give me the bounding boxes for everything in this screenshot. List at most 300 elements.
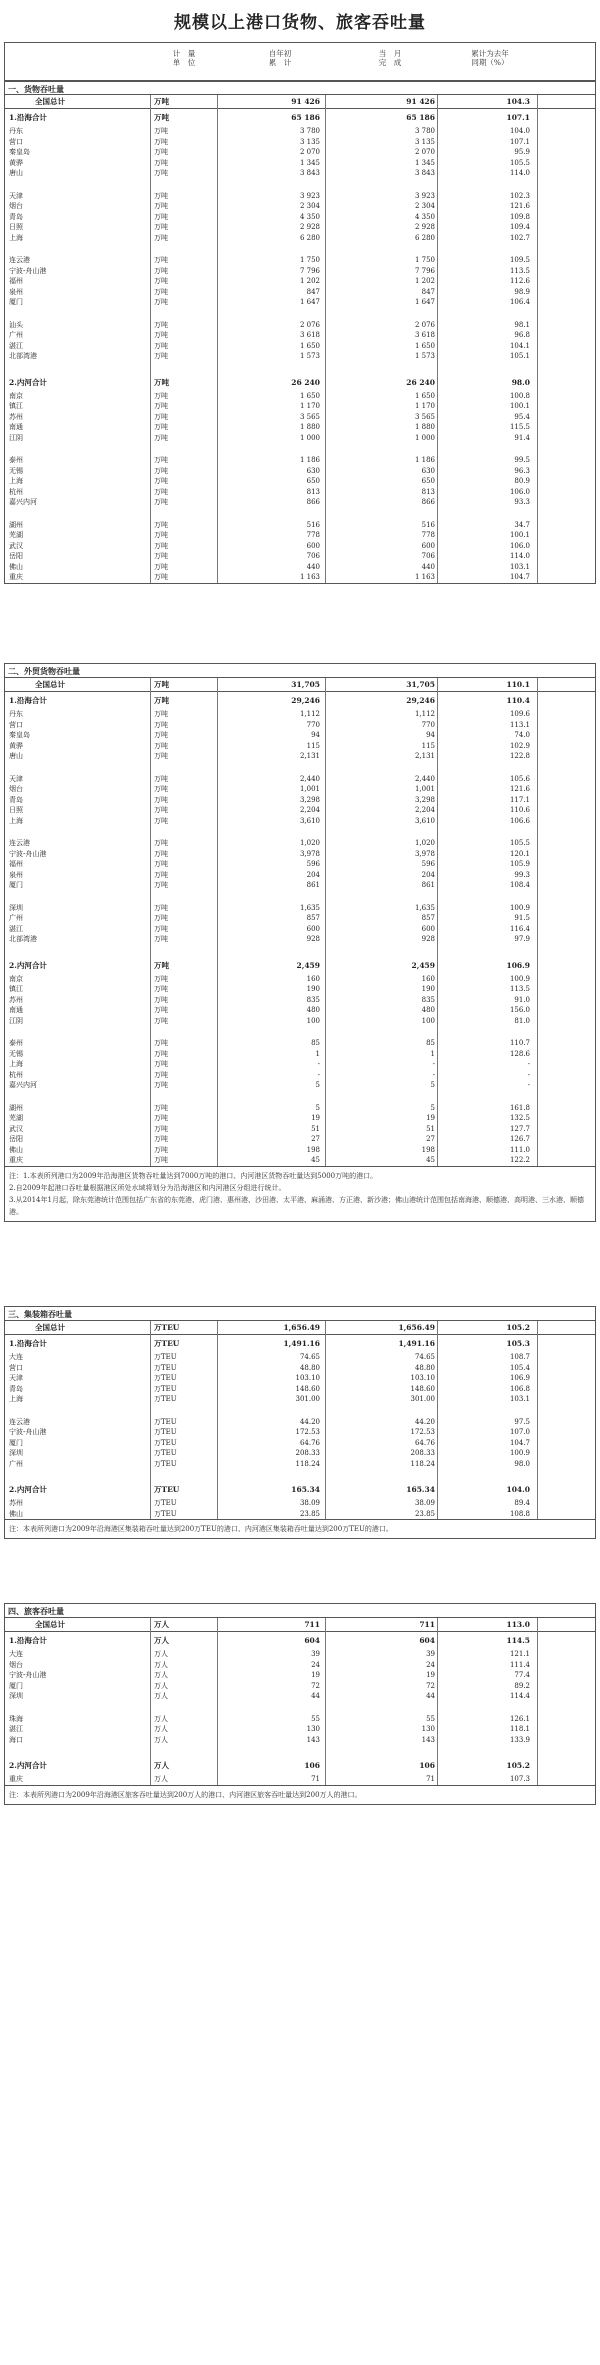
- unit-cell: 万人: [154, 1761, 169, 1770]
- growth-value: 89.2: [514, 1681, 530, 1690]
- ytd-value: 3,610: [299, 816, 320, 825]
- growth-value: 111.0: [509, 1145, 530, 1154]
- growth-value: 103.1: [509, 562, 530, 571]
- growth-value: 102.3: [509, 191, 530, 200]
- port-name: 佛山: [9, 562, 23, 571]
- unit-cell: 万TEU: [154, 1438, 177, 1447]
- unit-cell: 万人: [154, 1775, 168, 1783]
- unit-cell: 万吨: [154, 752, 168, 760]
- table-row: [5, 741, 595, 752]
- month-value: 1 573: [414, 352, 435, 360]
- port-name: 武汉: [9, 541, 23, 550]
- growth-value: 112.6: [509, 277, 530, 285]
- table-row: [5, 751, 595, 762]
- port-name: 大连: [9, 1353, 23, 1361]
- growth-value: 107.3: [509, 1775, 530, 1783]
- ytd-value: 866: [306, 498, 320, 506]
- stats-table: [4, 42, 596, 584]
- port-name: 青岛: [9, 212, 23, 221]
- table-row: [5, 774, 595, 785]
- month-value: 1 186: [414, 456, 435, 464]
- port-name: 秦皇岛: [9, 731, 30, 739]
- unit-cell: 万吨: [154, 849, 168, 858]
- port-name: 南京: [9, 974, 23, 983]
- unit-cell: 万吨: [154, 1060, 168, 1068]
- growth-value: 104.1: [509, 341, 530, 350]
- port-name: 佛山: [9, 1145, 23, 1154]
- page-title: 规模以上港口货物、旅客吞吐量: [174, 13, 426, 33]
- unit-cell: 万吨: [154, 223, 168, 231]
- unit-cell: 万吨: [154, 466, 168, 475]
- growth-value: 105.1: [509, 352, 530, 360]
- growth-value: 104.0: [509, 127, 530, 135]
- ytd-value: 1 650: [299, 341, 320, 350]
- ytd-value: 106: [304, 1761, 320, 1770]
- table-row: [5, 1016, 595, 1027]
- port-name: 泉州: [9, 870, 23, 879]
- growth-value: 105.5: [509, 158, 530, 167]
- table-row: [5, 487, 595, 498]
- ytd-value: 1 202: [299, 277, 320, 285]
- ytd-value: 857: [306, 914, 320, 922]
- port-name: 2.内河合计: [9, 377, 47, 387]
- unit-cell: 万吨: [154, 696, 169, 705]
- ytd-value: 45: [311, 1156, 320, 1164]
- growth-value: 96.8: [514, 331, 530, 339]
- table-row: [5, 191, 595, 202]
- unit-cell: 万吨: [154, 710, 168, 718]
- ytd-value: 2,131: [299, 752, 320, 760]
- month-value: 3 923: [414, 191, 435, 200]
- ytd-value: 650: [306, 477, 320, 485]
- port-name: 杭州: [9, 487, 23, 496]
- unit-cell: 万吨: [154, 391, 168, 400]
- growth-value: 106.4: [509, 298, 530, 306]
- port-name: 日照: [9, 223, 23, 231]
- note-line: 注：本表所列港口为2009年沿海港区集装箱吞吐量达到200万TEU的港口、内河港区集装箱吞吐量达到200万TEU的港口。: [9, 1525, 393, 1533]
- month-value: 857: [421, 914, 435, 922]
- unit-cell: 万人: [154, 1681, 168, 1690]
- port-name: 湛江: [9, 924, 23, 933]
- month-value: 2,204: [414, 806, 435, 814]
- month-value: 118.24: [410, 1459, 435, 1468]
- growth-value: 105.2: [506, 1761, 530, 1770]
- subtotal-row: [5, 1481, 595, 1498]
- growth-value: 98.1: [514, 320, 530, 329]
- growth-value: 113.1: [509, 720, 530, 729]
- unit-cell: 万吨: [154, 212, 168, 221]
- unit-cell: 万吨: [154, 233, 168, 242]
- growth-value: 91.4: [514, 433, 530, 442]
- growth-value: 122.2: [509, 1156, 530, 1164]
- month-value: 3 780: [414, 127, 435, 135]
- port-name: 厦门: [9, 881, 23, 889]
- port-name: 无锡: [9, 466, 23, 475]
- ytd-value: 1 750: [299, 256, 320, 264]
- port-name: 黄骅: [9, 158, 23, 167]
- port-name: 南通: [9, 423, 23, 431]
- ytd-value: 2 070: [299, 148, 320, 156]
- port-name: 全国总计: [35, 680, 65, 689]
- table-row: [5, 1059, 595, 1070]
- table-row: [5, 266, 595, 277]
- ytd-value: 160: [306, 974, 320, 983]
- month-value: 1,491.16: [398, 1339, 435, 1348]
- table-row: [5, 1080, 595, 1091]
- growth-value: 111.4: [509, 1660, 530, 1669]
- month-value: -: [432, 1060, 435, 1068]
- unit-cell: 万TEU: [154, 1374, 177, 1382]
- growth-value: 104.0: [506, 1485, 530, 1494]
- ytd-value: 115: [306, 741, 320, 750]
- ytd-value: -: [317, 1060, 320, 1068]
- table-row: [5, 572, 595, 583]
- month-value: 1,020: [414, 839, 435, 847]
- table-row: [5, 287, 595, 298]
- ytd-value: 71: [311, 1775, 320, 1783]
- ytd-value: 7 796: [299, 266, 320, 275]
- ytd-value: 3,298: [299, 795, 320, 804]
- table-row: [5, 158, 595, 169]
- note-line: 3.从2014年1月起，除东莞港统计范围包括广东省的东莞港、虎门港、惠州港、沙田港、太平港、麻涌港、方正港、新沙港；佛山港统计范围包括南海港、顺德港、高明港、三水港、顺德港。: [9, 1195, 584, 1216]
- table-row: [5, 805, 595, 816]
- month-value: 91 426: [406, 97, 435, 106]
- port-name: 湛江: [9, 1725, 23, 1733]
- table-row: [5, 984, 595, 995]
- port-name: 南京: [9, 391, 23, 400]
- table-row: [5, 1774, 595, 1785]
- growth-value: 133.9: [509, 1735, 530, 1744]
- ytd-value: 94: [311, 731, 320, 739]
- growth-value: 132.5: [509, 1114, 530, 1122]
- growth-value: 113.0: [506, 1620, 530, 1629]
- month-value: 2,131: [414, 752, 435, 760]
- unit-cell: 万吨: [154, 320, 168, 329]
- month-value: 516: [421, 520, 435, 529]
- unit-cell: 万TEU: [154, 1323, 180, 1332]
- growth-value: 105.2: [506, 1323, 530, 1332]
- table-row: [5, 1134, 595, 1145]
- month-value: 1 202: [414, 277, 435, 285]
- port-name: 连云港: [9, 839, 30, 847]
- unit-cell: 万人: [154, 1692, 168, 1700]
- growth-value: 122.8: [509, 752, 530, 760]
- port-name: 无锡: [9, 1049, 23, 1058]
- growth-value: 127.7: [509, 1124, 530, 1133]
- total-row: [5, 678, 595, 692]
- total-row: [5, 1321, 595, 1335]
- unit-cell: 万吨: [154, 477, 168, 485]
- table-row: [5, 880, 595, 891]
- unit-cell: 万吨: [154, 1156, 168, 1164]
- ytd-value: 1 880: [299, 423, 320, 431]
- month-value: 74.65: [414, 1353, 435, 1361]
- month-value: 600: [421, 924, 435, 933]
- port-name: 宁波-舟山港: [9, 849, 47, 858]
- table-row: [5, 422, 595, 433]
- ytd-value: 51: [311, 1124, 320, 1133]
- month-value: 148.60: [410, 1384, 435, 1393]
- growth-value: 105.5: [509, 839, 530, 847]
- ytd-value: 24: [311, 1660, 320, 1669]
- month-value: 1 647: [414, 298, 435, 306]
- table-notes: [5, 1166, 595, 1221]
- table-row: [5, 1145, 595, 1156]
- growth-value: 34.7: [514, 520, 530, 529]
- port-name: 宁波-舟山港: [9, 1428, 47, 1436]
- growth-value: 97.9: [514, 935, 530, 943]
- ytd-value: 1 186: [299, 456, 320, 464]
- ytd-value: 65 186: [291, 113, 320, 122]
- month-value: 6 280: [414, 233, 435, 242]
- unit-cell: 万吨: [154, 298, 168, 306]
- ytd-value: 143: [306, 1735, 320, 1744]
- growth-value: 106.0: [509, 541, 530, 550]
- month-value: 190: [421, 985, 435, 993]
- unit-cell: 万吨: [154, 924, 168, 933]
- table-row: [5, 1660, 595, 1671]
- growth-value: 120.1: [509, 849, 530, 858]
- growth-value: -: [527, 1070, 530, 1079]
- month-value: 711: [419, 1620, 435, 1629]
- ytd-value: 44: [311, 1692, 320, 1700]
- growth-value: 114.0: [509, 552, 530, 560]
- ytd-value: 208.33: [295, 1449, 320, 1457]
- unit-cell: 万吨: [154, 1103, 168, 1112]
- table-row: [5, 934, 595, 945]
- port-name: 烟台: [9, 202, 23, 210]
- ytd-value: 85: [311, 1039, 320, 1047]
- unit-cell: 万吨: [154, 1016, 168, 1025]
- table-row: [5, 1417, 595, 1428]
- month-value: 55: [426, 1714, 435, 1723]
- table-row: [5, 1384, 595, 1395]
- port-name: 湖州: [9, 520, 23, 529]
- growth-value: 118.1: [509, 1725, 530, 1733]
- growth-value: 80.9: [514, 477, 530, 485]
- ytd-value: 2,204: [299, 806, 320, 814]
- port-name: 福州: [9, 860, 23, 868]
- subtotal-row: [5, 1335, 595, 1352]
- table-row: [5, 1155, 595, 1166]
- month-value: 44.20: [414, 1417, 435, 1426]
- table-row: [5, 466, 595, 477]
- table-row: [5, 147, 595, 158]
- growth-value: 95.4: [514, 412, 530, 421]
- port-name: 岳阳: [9, 552, 23, 560]
- port-name: 福州: [9, 277, 23, 285]
- table-row: [5, 341, 595, 352]
- growth-value: 107.0: [509, 1428, 530, 1436]
- growth-value: 104.7: [509, 1438, 530, 1447]
- month-value: 7 796: [414, 266, 435, 275]
- note-line: 注：本表所列港口为2009年沿海港区旅客吞吐量达到200万人的港口、内河港区旅客吞吐量达到200万人的港口。: [9, 1790, 362, 1799]
- month-value: 3 565: [414, 412, 435, 421]
- growth-value: 100.1: [509, 402, 530, 410]
- table-row: [5, 497, 595, 508]
- unit-cell: 万吨: [154, 995, 168, 1004]
- growth-value: 108.8: [509, 1509, 530, 1518]
- unit-cell: 万吨: [154, 816, 168, 825]
- port-name: 厦门: [9, 1681, 23, 1690]
- port-name: 江阴: [9, 433, 23, 442]
- month-value: 130: [421, 1725, 435, 1733]
- month-value: 1 000: [414, 433, 435, 442]
- unit-cell: 万吨: [154, 785, 168, 793]
- unit-cell: 万吨: [154, 881, 168, 889]
- unit-cell: 万吨: [154, 287, 168, 296]
- unit-cell: 万吨: [154, 1070, 168, 1079]
- unit-cell: 万吨: [154, 433, 168, 442]
- unit-cell: 万TEU: [154, 1395, 177, 1403]
- table-row: [5, 795, 595, 806]
- ytd-value: 516: [306, 520, 320, 529]
- ytd-value: 91 426: [291, 97, 320, 106]
- subtotal-row: [5, 692, 595, 709]
- ytd-value: 3 780: [299, 127, 320, 135]
- ytd-value: 27: [311, 1135, 320, 1143]
- month-value: 1,635: [414, 903, 435, 912]
- unit-cell: 万吨: [154, 341, 168, 350]
- ytd-value: 19: [311, 1671, 320, 1679]
- growth-value: 156.0: [509, 1006, 530, 1014]
- header-month: 当 月 完 成: [378, 49, 402, 67]
- table-row: [5, 330, 595, 341]
- ytd-value: 172.53: [295, 1428, 320, 1436]
- growth-value: 91.5: [514, 914, 530, 922]
- month-value: 72: [426, 1681, 435, 1690]
- table-row: [5, 1438, 595, 1449]
- month-value: 3,610: [414, 816, 435, 825]
- growth-value: 116.4: [509, 924, 530, 933]
- unit-cell: 万人: [154, 1671, 168, 1679]
- port-name: 宁波-舟山港: [9, 266, 47, 275]
- growth-value: 114.0: [509, 169, 530, 177]
- port-name: 营口: [9, 720, 23, 729]
- port-name: 重庆: [9, 1775, 23, 1783]
- port-name: 连云港: [9, 256, 30, 264]
- unit-cell: 万吨: [154, 573, 168, 581]
- port-name: 1.沿海合计: [9, 113, 47, 122]
- unit-cell: 万吨: [154, 1039, 168, 1047]
- port-name: 广州: [9, 914, 23, 922]
- port-name: 苏州: [9, 412, 23, 421]
- table-row: [5, 433, 595, 444]
- month-value: 835: [421, 995, 435, 1004]
- month-value: 160: [421, 974, 435, 983]
- unit-cell: 万TEU: [154, 1509, 177, 1518]
- port-name: 丹东: [9, 710, 23, 718]
- growth-value: 121.1: [509, 1650, 530, 1658]
- ytd-value: 148.60: [295, 1384, 320, 1393]
- port-name: 烟台: [9, 785, 23, 793]
- port-name: 泰州: [9, 1039, 23, 1047]
- growth-value: 108.4: [509, 881, 530, 889]
- port-name: 上海: [9, 477, 23, 485]
- table-row: [5, 137, 595, 148]
- table-row: [5, 1427, 595, 1438]
- growth-value: 105.9: [509, 860, 530, 868]
- port-name: 全国总计: [35, 1620, 65, 1629]
- ytd-value: 2,440: [299, 774, 320, 783]
- port-name: 武汉: [9, 1124, 23, 1133]
- ytd-value: 301.00: [295, 1395, 320, 1403]
- port-name: 2.内河合计: [9, 960, 47, 970]
- unit-cell: 万人: [154, 1714, 168, 1723]
- growth-value: 161.8: [509, 1103, 530, 1112]
- unit-cell: 万吨: [154, 277, 168, 285]
- month-value: 5: [430, 1081, 435, 1089]
- growth-value: 89.4: [514, 1499, 530, 1507]
- unit-cell: 万吨: [154, 423, 168, 431]
- port-name: 营口: [9, 1363, 23, 1372]
- growth-value: 115.5: [509, 423, 530, 431]
- port-name: 泉州: [9, 287, 23, 296]
- table-row: [5, 1049, 595, 1060]
- ytd-value: 64.76: [299, 1438, 320, 1447]
- unit-cell: 万吨: [154, 541, 168, 550]
- unit-cell: 万吨: [154, 860, 168, 868]
- unit-cell: 万吨: [154, 914, 168, 922]
- month-value: 24: [426, 1660, 435, 1669]
- table-row: [5, 730, 595, 741]
- month-value: 770: [421, 720, 435, 729]
- table-row: [5, 255, 595, 266]
- ytd-value: 770: [306, 720, 320, 729]
- table-row: [5, 168, 595, 179]
- unit-cell: 万吨: [154, 331, 168, 339]
- month-value: 847: [421, 287, 435, 296]
- month-value: 1 170: [414, 402, 435, 410]
- growth-value: 74.0: [514, 731, 530, 739]
- ytd-value: 1,656.49: [283, 1323, 320, 1332]
- unit-cell: 万吨: [154, 1081, 168, 1089]
- ytd-value: -: [317, 1070, 320, 1079]
- port-name: 镇江: [9, 985, 23, 993]
- growth-value: 106.0: [509, 487, 530, 496]
- port-name: 大连: [9, 1650, 23, 1658]
- port-name: 上海: [9, 233, 23, 242]
- unit-cell: 万吨: [154, 974, 168, 983]
- table-row: [5, 412, 595, 423]
- port-name: 天津: [9, 1374, 23, 1382]
- ytd-value: 39: [311, 1650, 320, 1658]
- port-name: 上海: [9, 1060, 23, 1068]
- port-name: 青岛: [9, 1384, 23, 1393]
- unit-cell: 万吨: [154, 352, 168, 360]
- month-value: -: [432, 1070, 435, 1079]
- table-row: [5, 1005, 595, 1016]
- ytd-value: 44.20: [299, 1417, 320, 1426]
- month-value: 2 070: [414, 148, 435, 156]
- ytd-value: 604: [304, 1636, 320, 1645]
- port-name: 珠海: [9, 1714, 23, 1723]
- table-row: [5, 1498, 595, 1509]
- growth-value: 121.6: [509, 785, 530, 793]
- growth-value: 99.3: [514, 870, 530, 879]
- growth-value: 110.6: [509, 806, 530, 814]
- growth-value: 114.4: [509, 1692, 530, 1700]
- subtotal-row: [5, 109, 595, 126]
- month-value: 115: [421, 741, 435, 750]
- unit-cell: 万吨: [154, 985, 168, 993]
- unit-cell: 万吨: [154, 1135, 168, 1143]
- ytd-value: 630: [306, 466, 320, 475]
- header-unit: 计 量 单 位: [172, 49, 196, 67]
- unit-cell: 万TEU: [154, 1339, 180, 1348]
- ytd-value: 23.85: [299, 1509, 320, 1518]
- unit-cell: 万吨: [154, 266, 168, 275]
